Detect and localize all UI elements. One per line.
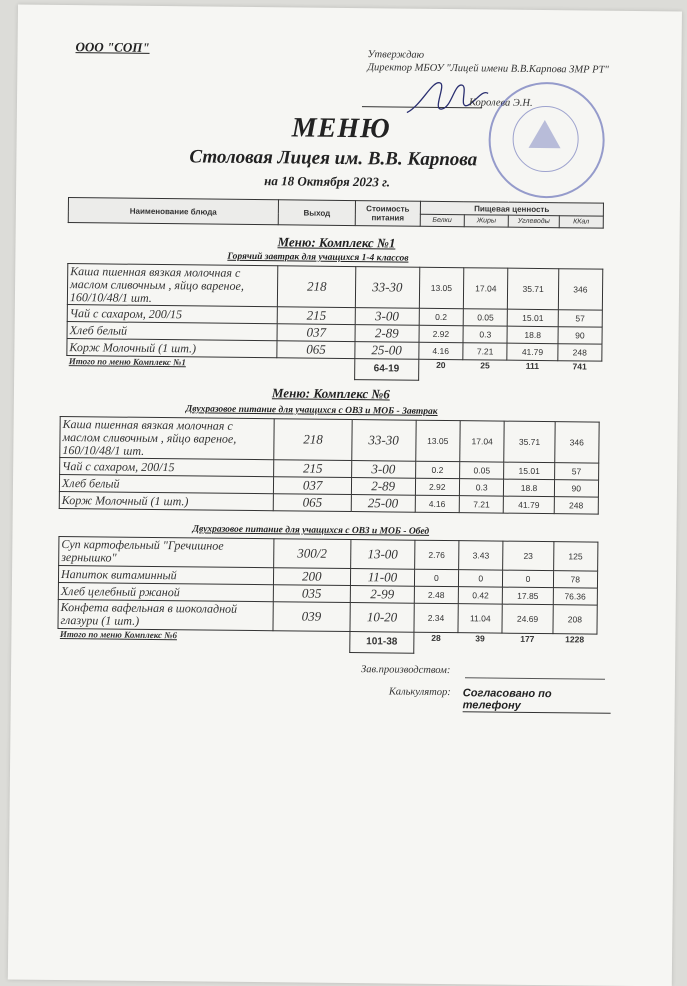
dish-name: Хлеб белый <box>59 474 274 493</box>
dish-fats: 17.04 <box>460 421 505 462</box>
dish-cost: 11-00 <box>351 569 415 587</box>
dish-kcal: 346 <box>558 269 603 310</box>
dish-carbs: 15.01 <box>508 309 558 327</box>
dish-proteins: 2.48 <box>414 586 458 603</box>
dish-output: 039 <box>272 602 350 632</box>
total-row <box>58 628 597 654</box>
dish-cost: 2-89 <box>351 478 415 496</box>
total-proteins: 28 <box>431 632 441 643</box>
dish-output: 200 <box>273 568 351 586</box>
dish-name: Корж Молочный (1 шт.) <box>67 339 278 358</box>
menu1-table <box>66 263 603 382</box>
dish-carbs: 15.01 <box>504 462 554 480</box>
total-label: Итого по меню Комплекс №1 <box>68 356 186 368</box>
dish-carbs: 41.79 <box>504 496 554 514</box>
menu6-title: Меню: Комплекс №6 <box>271 385 390 402</box>
approve-position: Директор МБОУ "Лицей имени В.В.Карпова ЗМР РТ" <box>367 62 609 76</box>
dish-kcal: 125 <box>553 542 598 571</box>
table-row <box>67 264 602 311</box>
dish-cost: 33-30 <box>352 420 416 462</box>
dish-kcal: 248 <box>558 344 602 361</box>
dish-name: Каша пшенная вязкая молочная с маслом сливочным , яйцо вареное, 160/10/48/1 шт. <box>60 416 275 459</box>
dish-cost: 25-00 <box>351 495 415 513</box>
dish-cost: 25-00 <box>355 342 419 360</box>
dish-fats: 17.04 <box>463 268 508 309</box>
dish-fats: 0.3 <box>463 326 508 343</box>
dish-proteins: 13.05 <box>419 267 464 308</box>
dish-kcal: 346 <box>554 422 599 463</box>
menu1-meal-title: Горячий завтрак для учащихся 1-4 классов <box>227 251 409 264</box>
seal-emblem <box>529 120 561 148</box>
director-name: Королева Э.Н. <box>468 97 533 109</box>
dish-fats: 7.21 <box>459 496 504 513</box>
total-kcal: 741 <box>572 361 587 372</box>
dish-proteins: 0 <box>414 569 458 586</box>
table-row <box>60 416 599 463</box>
organization-name: ООО "СОП" <box>75 39 150 55</box>
dish-cost: 33-30 <box>355 267 419 309</box>
menu6-breakfast-table <box>59 416 600 515</box>
dish-proteins: 2.34 <box>414 603 459 632</box>
dish-proteins: 2.76 <box>414 540 459 569</box>
dish-kcal: 78 <box>553 571 598 588</box>
dish-carbs: 18.8 <box>504 479 554 497</box>
dish-cost: 3-00 <box>355 308 419 326</box>
dish-carbs: 24.69 <box>502 604 552 634</box>
total-fats: 25 <box>480 360 490 371</box>
dish-carbs: 35.71 <box>508 268 559 310</box>
approval-block <box>367 48 617 77</box>
dish-output: 065 <box>274 494 352 512</box>
dish-proteins: 4.16 <box>418 342 463 359</box>
production-manager-label: Зав.производством: <box>361 664 451 677</box>
dish-carbs: 17.85 <box>503 587 553 605</box>
dish-fats: 11.04 <box>458 604 503 633</box>
dish-carbs: 0 <box>503 570 553 588</box>
dish-name: Хлеб белый <box>67 322 278 341</box>
dish-cost: 3-00 <box>351 461 415 479</box>
dish-fats: 0.05 <box>463 309 508 326</box>
canteen-name: Столовая Лицея им. В.В. Карпова <box>189 146 478 171</box>
dish-output: 065 <box>277 341 355 359</box>
dish-cost: 13-00 <box>351 540 415 570</box>
dish-cost: 10-20 <box>350 603 414 633</box>
dish-kcal: 208 <box>553 605 598 634</box>
dish-proteins: 4.16 <box>415 495 460 512</box>
approve-label: Утверждаю <box>367 49 425 61</box>
dish-proteins: 0.2 <box>419 308 464 325</box>
dish-output: 300/2 <box>273 539 351 569</box>
col-output-header: Выход <box>278 200 356 226</box>
dish-name: Суп картофельный "Гречишное зернышко" <box>59 536 274 567</box>
dish-cost: 2-89 <box>355 325 419 343</box>
col-kcal-header: ККал <box>559 216 603 228</box>
dish-kcal: 76.36 <box>553 588 598 605</box>
dish-kcal: 248 <box>554 497 598 514</box>
col-cost-header: Стоимость питания <box>355 201 420 227</box>
dish-fats: 0.3 <box>459 479 504 496</box>
column-header-table <box>68 197 604 229</box>
dish-output: 037 <box>277 324 355 342</box>
total-kcal: 1228 <box>565 634 585 645</box>
dish-name: Корж Молочный (1 шт.) <box>59 491 274 510</box>
total-row <box>67 356 602 382</box>
total-fats: 39 <box>475 633 485 644</box>
col-fats-header: Жиры <box>464 215 508 227</box>
dish-carbs: 23 <box>503 541 553 571</box>
dish-name: Конфета вафельная в шоколадной глазури (1 шт.) <box>58 599 273 630</box>
menu6-meal2-title: Двухразовое питание для учащихся с ОВЗ и МОБ - Обед <box>192 524 430 537</box>
dish-output: 218 <box>278 266 356 308</box>
dish-fats: 0.42 <box>458 587 503 604</box>
dish-output: 037 <box>274 477 352 495</box>
dish-proteins: 2.92 <box>419 325 464 342</box>
menu6-meal1-title: Двухразовое питание для учащихся с ОВЗ и МОБ - Завтрак <box>185 404 438 417</box>
dish-proteins: 2.92 <box>415 478 460 495</box>
dish-fats: 3.43 <box>459 541 504 570</box>
menu6-lunch-table <box>57 536 598 655</box>
total-proteins: 20 <box>436 359 446 371</box>
dish-name: Напиток витаминный <box>58 565 273 584</box>
col-carbs-header: Углеводы <box>508 215 559 228</box>
menu-date: на 18 Октября 2023 г. <box>264 173 391 190</box>
dish-output: 218 <box>274 419 352 461</box>
dish-output: 035 <box>273 585 351 603</box>
dish-carbs: 18.8 <box>507 326 557 344</box>
dish-name: Каша пшенная вязкая молочная с маслом сливочным , яйцо вареное, 160/10/48/1 шт. <box>67 264 278 307</box>
dish-fats: 7.21 <box>463 343 508 360</box>
dish-name: Хлеб целебный ржаной <box>58 582 273 601</box>
calculator-value: Согласовано по телефону <box>463 687 611 714</box>
dish-cost: 2-99 <box>350 586 414 604</box>
dish-proteins: 0.2 <box>415 461 460 478</box>
total-carbs: 111 <box>525 360 540 371</box>
page-title: МЕНЮ <box>291 112 391 145</box>
dish-output: 215 <box>278 307 356 325</box>
dish-kcal: 90 <box>554 480 598 497</box>
dish-carbs: 35.71 <box>504 421 555 463</box>
dish-fats: 0.05 <box>460 462 505 479</box>
dish-name: Чай с сахаром, 200/15 <box>67 305 278 324</box>
total-cost: 101-38 <box>350 632 414 653</box>
col-proteins-header: Белки <box>420 214 464 226</box>
dish-fats: 0 <box>458 570 503 587</box>
dish-kcal: 57 <box>554 463 598 480</box>
menu-document <box>8 5 682 986</box>
col-name-header: Наименование блюда <box>68 198 278 225</box>
dish-output: 215 <box>274 460 352 478</box>
total-carbs: 177 <box>520 633 535 644</box>
manager-signature-line <box>465 677 605 679</box>
col-nutrition-header: Пищевая ценность <box>420 201 603 216</box>
menu1-title: Меню: Комплекс №1 <box>277 234 396 251</box>
total-cost: 64-19 <box>354 359 418 380</box>
dish-kcal: 90 <box>558 327 602 344</box>
dish-carbs: 41.79 <box>507 343 557 361</box>
calculator-label: Калькулятор: <box>388 686 451 699</box>
total-label: Итого по меню Комплекс №6 <box>59 628 178 641</box>
dish-name: Чай с сахаром, 200/15 <box>60 457 275 476</box>
dish-proteins: 13.05 <box>415 420 460 461</box>
dish-kcal: 57 <box>558 310 602 327</box>
